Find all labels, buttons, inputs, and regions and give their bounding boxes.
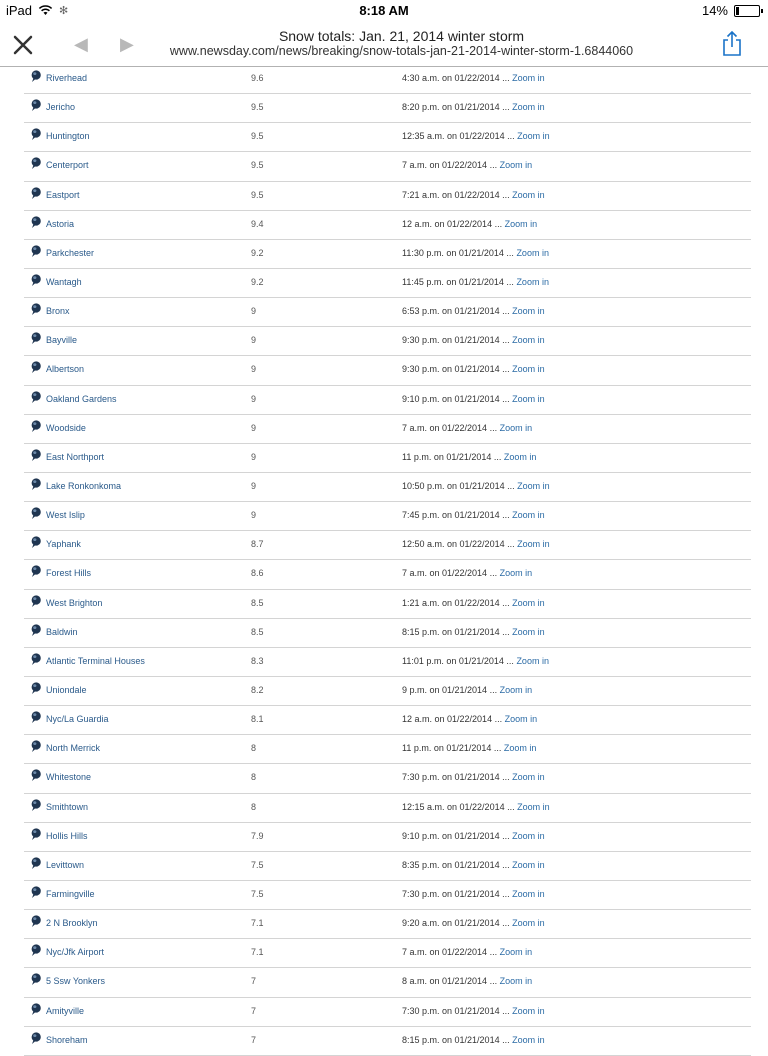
table-row bbox=[24, 502, 751, 531]
report-time-text: 7:30 p.m. on 01/21/2014 ... bbox=[402, 888, 510, 899]
table-row bbox=[24, 444, 751, 473]
table-row bbox=[24, 415, 751, 444]
zoom-in-link[interactable]: Zoom in bbox=[512, 364, 545, 375]
report-time-text: 9 p.m. on 01/21/2014 ... bbox=[402, 684, 498, 695]
table-row bbox=[24, 794, 751, 823]
snow-amount: 9 bbox=[251, 451, 257, 462]
location-link[interactable]: Farmingville bbox=[46, 888, 95, 899]
snow-amount: 7 bbox=[251, 1034, 257, 1045]
zoom-in-link[interactable]: Zoom in bbox=[512, 830, 545, 841]
report-time-text: 7:30 p.m. on 01/21/2014 ... bbox=[402, 1005, 510, 1016]
location-link[interactable]: Nyc/Jfk Airport bbox=[46, 947, 105, 958]
zoom-in-link[interactable]: Zoom in bbox=[512, 1005, 545, 1016]
zoom-in-link[interactable]: Zoom in bbox=[512, 888, 545, 899]
location-link[interactable]: Bronx bbox=[46, 306, 70, 317]
device-name: iPad bbox=[6, 3, 33, 18]
battery-percent: 14% bbox=[701, 3, 728, 18]
report-time bbox=[402, 802, 550, 812]
report-time-text: 7:30 p.m. on 01/21/2014 ... bbox=[402, 772, 510, 783]
report-time-text: 8:15 p.m. on 01/21/2014 ... bbox=[402, 1034, 510, 1045]
table-row bbox=[24, 998, 751, 1027]
report-time-text: 11:30 p.m. on 01/21/2014 ... bbox=[402, 247, 514, 258]
map-pin-icon[interactable] bbox=[30, 477, 42, 491]
map-pin-icon[interactable] bbox=[30, 215, 42, 229]
report-time bbox=[402, 568, 532, 578]
map-pin-icon[interactable] bbox=[30, 360, 42, 374]
map-pin-icon[interactable] bbox=[30, 331, 42, 345]
map-pin-icon[interactable] bbox=[30, 914, 42, 928]
report-time bbox=[402, 248, 549, 258]
table-row bbox=[24, 211, 751, 240]
report-time bbox=[402, 423, 532, 433]
report-time bbox=[402, 190, 545, 200]
report-time-text: 8:15 p.m. on 01/21/2014 ... bbox=[402, 626, 510, 637]
report-time-text: 8:20 p.m. on 01/21/2014 ... bbox=[402, 102, 510, 113]
report-time bbox=[402, 714, 537, 724]
map-pin-icon[interactable] bbox=[30, 506, 42, 520]
report-time bbox=[402, 481, 550, 491]
report-time-text: 7 a.m. on 01/22/2014 ... bbox=[402, 947, 498, 958]
table-row bbox=[24, 968, 751, 997]
zoom-in-link[interactable]: Zoom in bbox=[499, 976, 533, 987]
location-link[interactable]: Woodside bbox=[46, 422, 86, 433]
snow-amount: 8 bbox=[251, 772, 257, 783]
report-time-text: 9:30 p.m. on 01/21/2014 ... bbox=[402, 364, 510, 375]
location-link[interactable]: Centerport bbox=[46, 160, 89, 171]
report-time bbox=[402, 1006, 545, 1016]
report-time-text: 11:01 p.m. on 01/21/2014 ... bbox=[402, 655, 514, 666]
table-row bbox=[24, 881, 751, 910]
zoom-in-link[interactable]: Zoom in bbox=[516, 247, 549, 258]
report-time bbox=[402, 976, 532, 986]
location-link[interactable]: Yaphank bbox=[46, 539, 81, 550]
table-row bbox=[24, 240, 751, 269]
page-url[interactable]: www.newsday.com/news/breaking/snow-totals-jan-21-2014-winter-storm-1.6844060 bbox=[169, 44, 634, 58]
map-pin-icon[interactable] bbox=[30, 564, 42, 578]
activity-spinner-icon: ✻ bbox=[59, 5, 69, 17]
forward-arrow-icon[interactable]: ▶ bbox=[120, 34, 134, 54]
snow-amount: 9 bbox=[251, 510, 257, 521]
report-time bbox=[402, 685, 532, 695]
location-link[interactable]: West Islip bbox=[46, 510, 85, 521]
snow-amount: 9.2 bbox=[251, 247, 264, 258]
snow-amount: 9.4 bbox=[251, 218, 264, 229]
snow-amount: 8 bbox=[251, 801, 257, 812]
snow-amount: 8.5 bbox=[251, 626, 264, 637]
zoom-in-link[interactable]: Zoom in bbox=[512, 189, 545, 200]
map-pin-icon[interactable] bbox=[30, 98, 42, 112]
report-time-text: 8:35 p.m. on 01/21/2014 ... bbox=[402, 859, 510, 870]
snow-amount: 8.5 bbox=[251, 597, 264, 608]
map-pin-icon[interactable] bbox=[30, 535, 42, 549]
map-pin-icon[interactable] bbox=[30, 710, 42, 724]
snow-amount: 9 bbox=[251, 306, 257, 317]
snow-amount: 9 bbox=[251, 422, 257, 433]
report-time-text: 12:15 a.m. on 01/22/2014 ... bbox=[402, 801, 515, 812]
map-pin-icon[interactable] bbox=[30, 273, 42, 287]
report-time-text: 4:30 a.m. on 01/22/2014 ... bbox=[402, 73, 510, 83]
location-link[interactable]: Baldwin bbox=[46, 626, 78, 637]
snow-amount: 9.5 bbox=[251, 189, 264, 200]
zoom-in-link[interactable]: Zoom in bbox=[512, 510, 545, 521]
zoom-in-link[interactable]: Zoom in bbox=[512, 73, 545, 83]
map-pin-icon[interactable] bbox=[30, 69, 42, 83]
location-link[interactable]: Bayville bbox=[46, 335, 78, 346]
table-row bbox=[24, 764, 751, 793]
map-pin-icon[interactable] bbox=[30, 885, 42, 899]
location-link[interactable]: Whitestone bbox=[46, 772, 92, 783]
map-pin-icon[interactable] bbox=[30, 302, 42, 316]
zoom-in-link[interactable]: Zoom in bbox=[512, 772, 545, 783]
snow-amount: 7.9 bbox=[251, 830, 264, 841]
table-row bbox=[24, 677, 751, 706]
snow-amount: 8 bbox=[251, 743, 257, 754]
zoom-in-link[interactable]: Zoom in bbox=[512, 918, 545, 929]
zoom-in-link[interactable]: Zoom in bbox=[512, 1034, 545, 1045]
snow-totals-table bbox=[24, 65, 751, 1056]
location-link[interactable]: North Merrick bbox=[46, 743, 101, 754]
map-pin-icon[interactable] bbox=[30, 652, 42, 666]
report-time bbox=[402, 131, 550, 141]
snow-amount: 9.5 bbox=[251, 131, 264, 142]
map-pin-icon[interactable] bbox=[30, 972, 42, 986]
report-time-text: 9:10 p.m. on 01/21/2014 ... bbox=[402, 393, 510, 404]
report-time bbox=[402, 598, 545, 608]
page-title: Snow totals: Jan. 21, 2014 winter storm bbox=[278, 28, 525, 44]
report-time bbox=[402, 160, 532, 170]
zoom-in-link[interactable]: Zoom in bbox=[517, 539, 550, 550]
location-link[interactable]: Astoria bbox=[46, 218, 75, 229]
report-time bbox=[402, 947, 532, 957]
table-row bbox=[24, 182, 751, 211]
report-time-text: 12:50 a.m. on 01/22/2014 ... bbox=[402, 539, 515, 550]
browser-navbar bbox=[0, 22, 768, 67]
snow-amount: 9.5 bbox=[251, 160, 264, 171]
status-bar bbox=[0, 0, 768, 22]
location-link[interactable]: 2 N Brooklyn bbox=[46, 918, 98, 929]
zoom-in-link[interactable]: Zoom in bbox=[504, 714, 538, 725]
table-row bbox=[24, 531, 751, 560]
report-time-text: 7:45 p.m. on 01/21/2014 ... bbox=[402, 510, 510, 521]
table-row bbox=[24, 1027, 751, 1056]
table-row bbox=[24, 823, 751, 852]
report-time bbox=[402, 1035, 545, 1045]
table-row bbox=[24, 852, 751, 881]
location-link[interactable]: Uniondale bbox=[46, 684, 87, 695]
report-time bbox=[402, 364, 545, 374]
table-row bbox=[24, 473, 751, 502]
location-link[interactable]: Levittown bbox=[46, 859, 85, 870]
map-pin-icon[interactable] bbox=[30, 1031, 42, 1045]
zoom-in-link[interactable]: Zoom in bbox=[499, 422, 533, 433]
zoom-in-link[interactable]: Zoom in bbox=[517, 801, 550, 812]
report-time-text: 9:30 p.m. on 01/21/2014 ... bbox=[402, 335, 510, 346]
report-time-text: 7 a.m. on 01/22/2014 ... bbox=[402, 422, 498, 433]
zoom-in-link[interactable]: Zoom in bbox=[512, 597, 545, 608]
snow-amount: 9 bbox=[251, 480, 257, 491]
map-pin-icon[interactable] bbox=[30, 856, 42, 870]
location-link[interactable]: Albertson bbox=[46, 364, 85, 375]
location-link[interactable]: 5 Ssw Yonkers bbox=[46, 976, 106, 987]
report-time-text: 12 a.m. on 01/22/2014 ... bbox=[402, 218, 503, 229]
snow-amount: 8.2 bbox=[251, 684, 264, 695]
report-time-text: 12:35 a.m. on 01/22/2014 ... bbox=[402, 131, 515, 142]
location-link[interactable]: Jericho bbox=[46, 102, 76, 113]
report-time bbox=[402, 394, 545, 404]
table-row bbox=[24, 386, 751, 415]
location-link[interactable]: Eastport bbox=[46, 189, 80, 200]
battery-icon bbox=[734, 5, 760, 17]
location-link[interactable]: Atlantic Terminal Houses bbox=[46, 655, 145, 666]
snow-amount: 7.1 bbox=[251, 947, 264, 958]
location-link[interactable]: West Brighton bbox=[46, 597, 103, 608]
location-link[interactable]: Riverhead bbox=[46, 73, 88, 83]
report-time-text: 7 a.m. on 01/22/2014 ... bbox=[402, 160, 498, 171]
report-time-text: 11:45 p.m. on 01/21/2014 ... bbox=[402, 276, 514, 287]
location-link[interactable]: Hollis Hills bbox=[46, 830, 88, 841]
zoom-in-link[interactable]: Zoom in bbox=[517, 131, 550, 142]
report-time bbox=[402, 73, 545, 83]
location-link[interactable]: Oakland Gardens bbox=[46, 393, 117, 404]
table-row bbox=[24, 910, 751, 939]
snow-amount: 7 bbox=[251, 1005, 257, 1016]
map-pin-icon[interactable] bbox=[30, 186, 42, 200]
report-time bbox=[402, 918, 545, 928]
report-time-text: 9:10 p.m. on 01/21/2014 ... bbox=[402, 830, 510, 841]
table-row bbox=[24, 706, 751, 735]
table-row bbox=[24, 65, 751, 94]
map-pin-icon[interactable] bbox=[30, 156, 42, 170]
table-row bbox=[24, 152, 751, 181]
zoom-in-link[interactable]: Zoom in bbox=[512, 626, 545, 637]
map-pin-icon[interactable] bbox=[30, 943, 42, 957]
table-row bbox=[24, 327, 751, 356]
report-time bbox=[402, 277, 549, 287]
report-time-text: 8 a.m. on 01/21/2014 ... bbox=[402, 976, 498, 987]
zoom-in-link[interactable]: Zoom in bbox=[512, 102, 545, 113]
zoom-in-link[interactable]: Zoom in bbox=[499, 684, 533, 695]
map-pin-icon[interactable] bbox=[30, 390, 42, 404]
table-row bbox=[24, 619, 751, 648]
snow-amount: 7.5 bbox=[251, 888, 264, 899]
location-link[interactable]: Amityville bbox=[46, 1005, 85, 1016]
report-time bbox=[402, 860, 545, 870]
report-time-text: 7 a.m. on 01/22/2014 ... bbox=[402, 568, 498, 579]
snow-amount: 9 bbox=[251, 364, 257, 375]
location-link[interactable]: Wantagh bbox=[46, 276, 82, 287]
table-row bbox=[24, 298, 751, 327]
report-time bbox=[402, 539, 550, 549]
zoom-in-link[interactable]: Zoom in bbox=[517, 480, 550, 491]
snow-amount: 9.2 bbox=[251, 276, 264, 287]
report-time-text: 12 a.m. on 01/22/2014 ... bbox=[402, 714, 503, 725]
report-time bbox=[402, 510, 545, 520]
report-time-text: 11 p.m. on 01/21/2014 ... bbox=[402, 743, 502, 754]
zoom-in-link[interactable]: Zoom in bbox=[516, 655, 549, 666]
back-arrow-icon[interactable]: ◀ bbox=[74, 34, 88, 54]
snow-amount: 7 bbox=[251, 976, 257, 987]
map-pin-icon[interactable] bbox=[30, 623, 42, 637]
location-link[interactable]: Nyc/La Guardia bbox=[46, 714, 109, 725]
zoom-in-link[interactable]: Zoom in bbox=[512, 306, 545, 317]
snow-amount: 8.3 bbox=[251, 655, 264, 666]
status-right bbox=[702, 3, 760, 18]
report-time bbox=[402, 831, 545, 841]
report-time bbox=[402, 743, 536, 753]
zoom-in-link[interactable]: Zoom in bbox=[503, 743, 537, 754]
table-row bbox=[24, 269, 751, 298]
report-time bbox=[402, 219, 537, 229]
snow-amount: 8.6 bbox=[251, 568, 264, 579]
status-time: 8:18 AM bbox=[359, 3, 409, 18]
map-pin-icon[interactable] bbox=[30, 419, 42, 433]
snow-amount: 9 bbox=[251, 393, 257, 404]
report-time bbox=[402, 452, 536, 462]
map-pin-icon[interactable] bbox=[30, 798, 42, 812]
report-time bbox=[402, 335, 545, 345]
zoom-in-link[interactable]: Zoom in bbox=[512, 335, 545, 346]
snow-amount: 7.5 bbox=[251, 859, 264, 870]
snow-amount: 8.1 bbox=[251, 714, 264, 725]
location-link[interactable]: Lake Ronkonkoma bbox=[46, 480, 122, 491]
report-time-text: 10:50 p.m. on 01/21/2014 ... bbox=[402, 480, 515, 491]
zoom-in-link[interactable]: Zoom in bbox=[512, 393, 545, 404]
map-pin-icon[interactable] bbox=[30, 768, 42, 782]
report-time bbox=[402, 656, 549, 666]
map-pin-icon[interactable] bbox=[30, 827, 42, 841]
location-link[interactable]: East Northport bbox=[46, 451, 105, 462]
map-pin-icon[interactable] bbox=[30, 1002, 42, 1016]
report-time bbox=[402, 772, 545, 782]
zoom-in-link[interactable]: Zoom in bbox=[503, 451, 537, 462]
map-pin-icon[interactable] bbox=[30, 127, 42, 141]
location-link[interactable]: Huntington bbox=[46, 131, 90, 142]
location-link[interactable]: Parkchester bbox=[46, 247, 95, 258]
table-row bbox=[24, 94, 751, 123]
table-row bbox=[24, 356, 751, 385]
zoom-in-link[interactable]: Zoom in bbox=[516, 276, 549, 287]
zoom-in-link[interactable]: Zoom in bbox=[504, 218, 538, 229]
report-time bbox=[402, 306, 545, 316]
snow-amount: 9 bbox=[251, 335, 257, 346]
report-time-text: 1:21 a.m. on 01/22/2014 ... bbox=[402, 597, 510, 608]
snow-amount: 7.1 bbox=[251, 918, 264, 929]
table-row bbox=[24, 735, 751, 764]
report-time bbox=[402, 889, 545, 899]
location-link[interactable]: Shoreham bbox=[46, 1034, 88, 1045]
report-time-text: 9:20 a.m. on 01/21/2014 ... bbox=[402, 918, 510, 929]
map-pin-icon[interactable] bbox=[30, 594, 42, 608]
table-row bbox=[24, 939, 751, 968]
zoom-in-link[interactable]: Zoom in bbox=[499, 160, 533, 171]
snow-amount: 9.5 bbox=[251, 102, 264, 113]
share-icon[interactable] bbox=[720, 30, 744, 58]
map-pin-icon[interactable] bbox=[30, 244, 42, 258]
zoom-in-link[interactable]: Zoom in bbox=[499, 568, 533, 579]
zoom-in-link[interactable]: Zoom in bbox=[512, 859, 545, 870]
report-time bbox=[402, 102, 545, 112]
report-time-text: 6:53 p.m. on 01/21/2014 ... bbox=[402, 306, 510, 317]
table-row bbox=[24, 560, 751, 589]
report-time bbox=[402, 627, 545, 637]
table-row bbox=[24, 123, 751, 152]
zoom-in-link[interactable]: Zoom in bbox=[499, 947, 533, 958]
report-time-text: 7:21 a.m. on 01/22/2014 ... bbox=[402, 189, 510, 200]
snow-amount: 9.6 bbox=[251, 73, 264, 83]
map-pin-icon[interactable] bbox=[30, 739, 42, 753]
location-link[interactable]: Smithtown bbox=[46, 801, 89, 812]
table-row bbox=[24, 648, 751, 677]
map-pin-icon[interactable] bbox=[30, 448, 42, 462]
map-pin-icon[interactable] bbox=[30, 681, 42, 695]
table-row bbox=[24, 590, 751, 619]
location-link[interactable]: Forest Hills bbox=[46, 568, 92, 579]
snow-amount: 8.7 bbox=[251, 539, 264, 550]
report-time-text: 11 p.m. on 01/21/2014 ... bbox=[402, 451, 502, 462]
